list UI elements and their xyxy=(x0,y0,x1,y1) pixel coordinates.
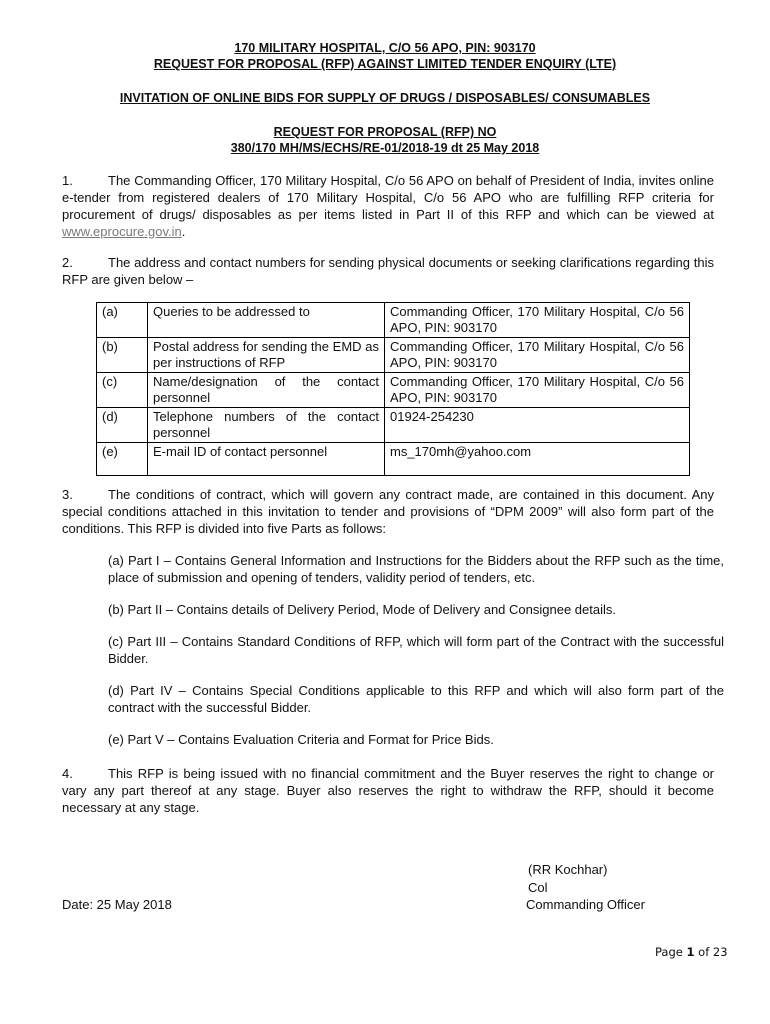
row-key: (c) xyxy=(97,373,148,408)
row-value: Commanding Officer, 170 Military Hospital, C/o 56 APO, PIN: 903170 xyxy=(385,338,690,373)
paragraph-4 xyxy=(62,765,714,816)
invitation-heading: INVITATION OF ONLINE BIDS FOR SUPPLY OF DRUGS / DISPOSABLES/ CONSUMABLES xyxy=(119,91,651,105)
contact-details-table xyxy=(96,302,690,476)
paragraph-1: 1. The Commanding Officer, 170 Military Hospital, C/o 56 APO on behalf of President of India, invites online e-tender from registered dealers of 170 Military Hospital, C/o 56 APO who are fulfilling RFP criteria for procurement of drugs/ disposables as per items listed in Part II of this RFP and which can be viewed at www.eprocure.gov.in. xyxy=(62,173,714,239)
row-label: Telephone numbers of the contact personnel xyxy=(148,408,385,443)
row-label: Queries to be addressed to xyxy=(148,303,385,338)
signatory-rank: Col xyxy=(528,880,548,895)
part-3-description: (c) Part III – Contains Standard Conditions of RFP, which will form part of the Contract with the successful Bidder. xyxy=(108,634,724,666)
signatory-designation: Commanding Officer xyxy=(526,897,645,912)
table-row xyxy=(97,338,690,373)
paragraph-text: The conditions of contract, which will govern any contract made, are contained in this document. Any special conditions attached in this invitation to tender and provisions of “DPM 2009” will also form part of the conditions. This RFP is divided into five Parts as follows: xyxy=(62,487,714,536)
row-label: Postal address for sending the EMD as per instructions of RFP xyxy=(148,338,385,373)
row-key: (b) xyxy=(97,338,148,373)
table-row xyxy=(97,408,690,443)
part-2-description: (b) Part II – Contains details of Delivery Period, Mode of Delivery and Consignee details. xyxy=(108,602,616,617)
table-row xyxy=(97,373,690,408)
part-4-description: (d) Part IV – Contains Special Conditions applicable to this RFP and which will also form part of the contract with the successful Bidder. xyxy=(108,683,724,715)
row-value: Commanding Officer, 170 Military Hospital, C/o 56 APO, PIN: 903170 xyxy=(385,373,690,408)
total-pages: 23 xyxy=(712,945,728,959)
rfp-number-value: 380/170 MH/MS/ECHS/RE-01/2018-19 dt 25 May 2018 xyxy=(230,141,540,155)
eprocure-link[interactable]: www.eprocure.gov.in xyxy=(62,224,182,239)
row-key: (d) xyxy=(97,408,148,443)
table-row xyxy=(97,443,690,476)
paragraph-text: The Commanding Officer, 170 Military Hospital, C/o 56 APO on behalf of President of India, invites online e-tender from registered dealers of 170 Military Hospital, C/o 56 APO who are fulfilling RFP criteria for procurement of drugs/ disposables as per items listed in Part II of this RFP and which can be viewed at xyxy=(62,173,714,222)
part-1-description: (a) Part I – Contains General Information and Instructions for the Bidders about the RFP such as the time, place of submission and opening of tenders, validity period of tenders, etc. xyxy=(108,553,724,585)
current-page: 1 xyxy=(686,945,695,959)
table-row xyxy=(97,303,690,338)
row-value[interactable]: ms_170mh@yahoo.com xyxy=(385,443,690,476)
row-value: 01924-254230 xyxy=(385,408,690,443)
paragraph-number: 4. xyxy=(62,766,73,781)
part-5-description: (e) Part V – Contains Evaluation Criteria and Format for Price Bids. xyxy=(108,732,494,747)
row-label: Name/designation of the contact personnel xyxy=(148,373,385,408)
paragraph-text: The address and contact numbers for sending physical documents or seeking clarifications regarding this RFP are given below – xyxy=(62,255,714,287)
paragraph-3 xyxy=(62,486,714,537)
document-date: Date: 25 May 2018 xyxy=(62,897,172,912)
paragraph-number: 1. xyxy=(62,173,73,188)
page-number: Page 1 of 23 xyxy=(655,945,728,959)
signatory-name: (RR Kochhar) xyxy=(528,862,608,877)
paragraph-text: This RFP is being issued with no financial commitment and the Buyer reserves the right to change or vary any part thereof at any stage. Buyer also reserves the right to withdraw the RFP, should it become necessary at any stage. xyxy=(62,766,714,815)
paragraph-number: 3. xyxy=(62,487,73,502)
paragraph-2 xyxy=(62,254,714,288)
row-key: (a) xyxy=(97,303,148,338)
row-label: E-mail ID of contact personnel xyxy=(148,443,385,476)
row-value: Commanding Officer, 170 Military Hospital, C/o 56 APO, PIN: 903170 xyxy=(385,303,690,338)
row-key: (e) xyxy=(97,443,148,476)
rfp-number-label: REQUEST FOR PROPOSAL (RFP) NO xyxy=(273,125,497,139)
rfp-lte-heading: REQUEST FOR PROPOSAL (RFP) AGAINST LIMITED TENDER ENQUIRY (LTE) xyxy=(153,57,617,71)
hospital-address-heading: 170 MILITARY HOSPITAL, C/O 56 APO, PIN: 903170 xyxy=(234,41,536,55)
paragraph-number: 2. xyxy=(62,255,73,270)
